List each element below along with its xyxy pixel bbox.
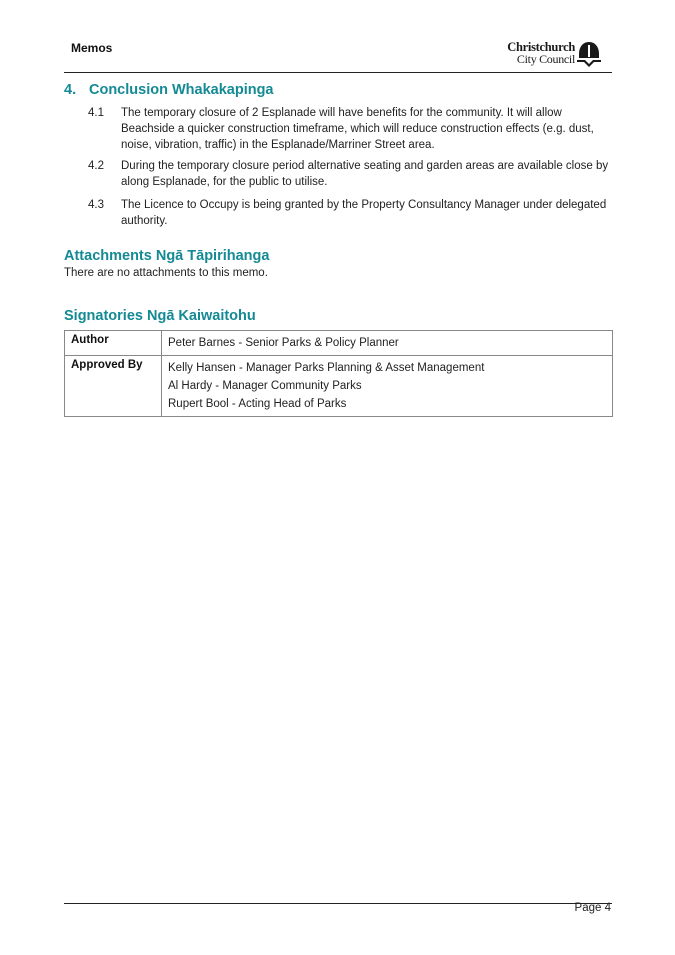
table-row	[65, 331, 613, 356]
paragraph-text: During the temporary closure period alternative seating and garden areas are available close by along Esplanade, for the public to utilise.	[121, 160, 609, 188]
council-logo	[496, 41, 606, 69]
paragraph-number: 4.3	[88, 199, 104, 211]
names-cell	[162, 331, 613, 356]
signatory-name: Rupert Bool - Acting Head of Parks	[168, 398, 347, 410]
cathedral-logo-icon	[576, 41, 602, 67]
footer-rule	[64, 903, 612, 904]
paragraph-number: 4.2	[88, 160, 104, 172]
header-rule	[64, 72, 612, 73]
paragraph-4-3	[88, 197, 618, 229]
role-cell: Approved By	[65, 356, 162, 417]
paragraph-text: The temporary closure of 2 Esplanade will have benefits for the community. It will allow Beachside a quicker construction timeframe, which will reduce construction effects (e.g. dust, noise, vibration, traffic) in the Esplanade/Marriner Street area.	[121, 107, 594, 151]
page-number: Page 4	[574, 902, 611, 914]
role-cell: Author	[65, 331, 162, 356]
paragraph-number: 4.1	[88, 107, 104, 119]
names-cell	[162, 356, 613, 417]
attachments-heading: Attachments Ngā Tāpirihanga	[64, 248, 270, 264]
header-label: Memos	[71, 41, 113, 55]
conclusion-heading	[64, 82, 274, 98]
signatories-heading: Signatories Ngā Kaiwaitohu	[64, 308, 256, 324]
logo-line1: Christchurch	[507, 40, 575, 54]
conclusion-number: 4.	[64, 82, 77, 98]
paragraph-4-2	[88, 158, 618, 190]
table-row	[65, 356, 613, 417]
signatory-name: Al Hardy - Manager Community Parks	[168, 380, 362, 392]
signatory-name: Peter Barnes - Senior Parks & Policy Planner	[168, 337, 399, 349]
signatories-table	[64, 330, 613, 417]
conclusion-title: Conclusion Whakakapinga	[89, 82, 274, 98]
paragraph-4-1	[88, 105, 618, 153]
signatory-name: Kelly Hansen - Manager Parks Planning & Asset Management	[168, 362, 485, 374]
attachments-text: There are no attachments to this memo.	[64, 267, 268, 279]
paragraph-text: The Licence to Occupy is being granted by the Property Consultancy Manager under delegated authority.	[121, 199, 607, 227]
logo-line2: City Council	[516, 52, 575, 66]
